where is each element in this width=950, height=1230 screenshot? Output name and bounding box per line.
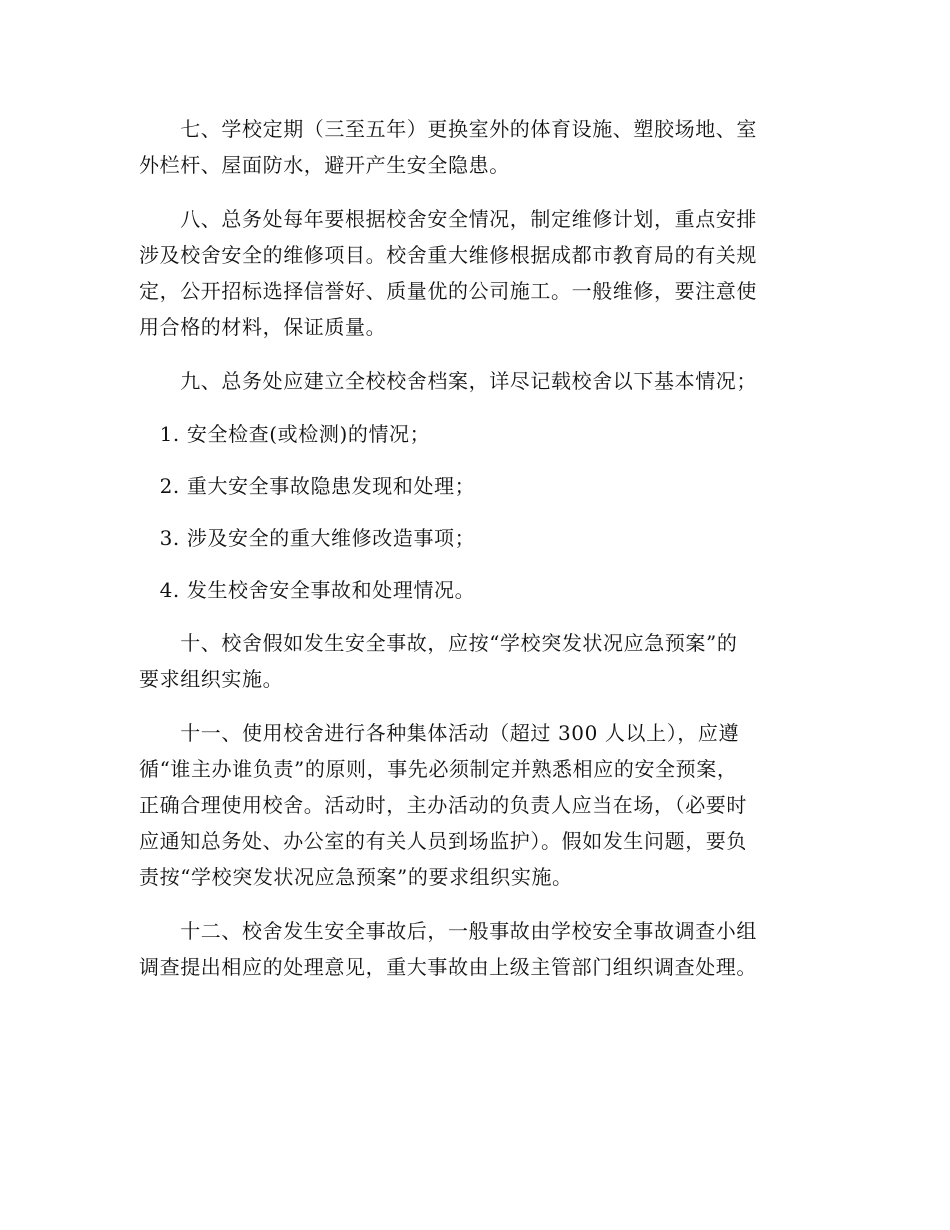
paragraph-10-line-2: 要求组织实施。 <box>139 667 284 691</box>
paragraph-7-line-2: 外栏杆、屋面防水，避开产生安全隐患。 <box>139 153 510 177</box>
paragraph-11-line-1: 十一、使用校舍进行各种集体活动（超过 300 人以上），应遵 <box>139 721 740 745</box>
paragraph-10-line-1: 十、校舍假如发生安全事故，应按“学校突发状况应急预案”的 <box>139 631 738 655</box>
list-item-4: 4. 发生校舍安全事故和处理情况。 <box>139 578 476 602</box>
paragraph-11-line-4: 应通知总务处、办公室的有关人员到场监护）。假如发生问题，要负 <box>139 829 747 853</box>
paragraph-12-line-2: 调查提出相应的处理意见，重大事故由上级主管部门组织调查处理。 <box>139 955 757 979</box>
paragraph-8-line-2: 涉及校舍安全的维修项目。校舍重大维修根据成都市教育局的有关规 <box>139 243 757 267</box>
paragraph-11-line-3: 正确合理使用校舍。活动时，主办活动的负责人应当在场，（必要时 <box>139 793 747 817</box>
paragraph-7-line-1: 七、学校定期（三至五年）更换室外的体育设施、塑胶场地、室 <box>139 117 757 141</box>
paragraph-12-line-1: 十二、校舍发生安全事故后，一般事故由学校安全事故调查小组 <box>139 919 757 943</box>
paragraph-9-line-1: 九、总务处应建立全校校舍档案，详尽记载校舍以下基本情况； <box>139 369 757 393</box>
paragraph-11-line-5: 责按“学校突发状况应急预案”的要求组织实施。 <box>139 865 573 889</box>
list-item-1: 1. 安全检查(或检测)的情况； <box>139 422 431 446</box>
paragraph-11-line-2: 循“谁主办谁负责”的原则，事先必须制定并熟悉相应的安全预案， <box>139 757 738 781</box>
list-item-3: 3. 涉及安全的重大维修改造事项； <box>139 526 476 550</box>
paragraph-8-line-4: 用合格的材料，保证质量。 <box>139 315 387 339</box>
paragraph-8-line-3: 定，公开招标选择信誉好、质量优的公司施工。一般维修，要注意使 <box>139 279 757 303</box>
list-item-2: 2. 重大安全事故隐患发现和处理； <box>139 474 476 498</box>
paragraph-8-line-1: 八、总务处每年要根据校舍安全情况，制定维修计划，重点安排 <box>139 207 757 231</box>
